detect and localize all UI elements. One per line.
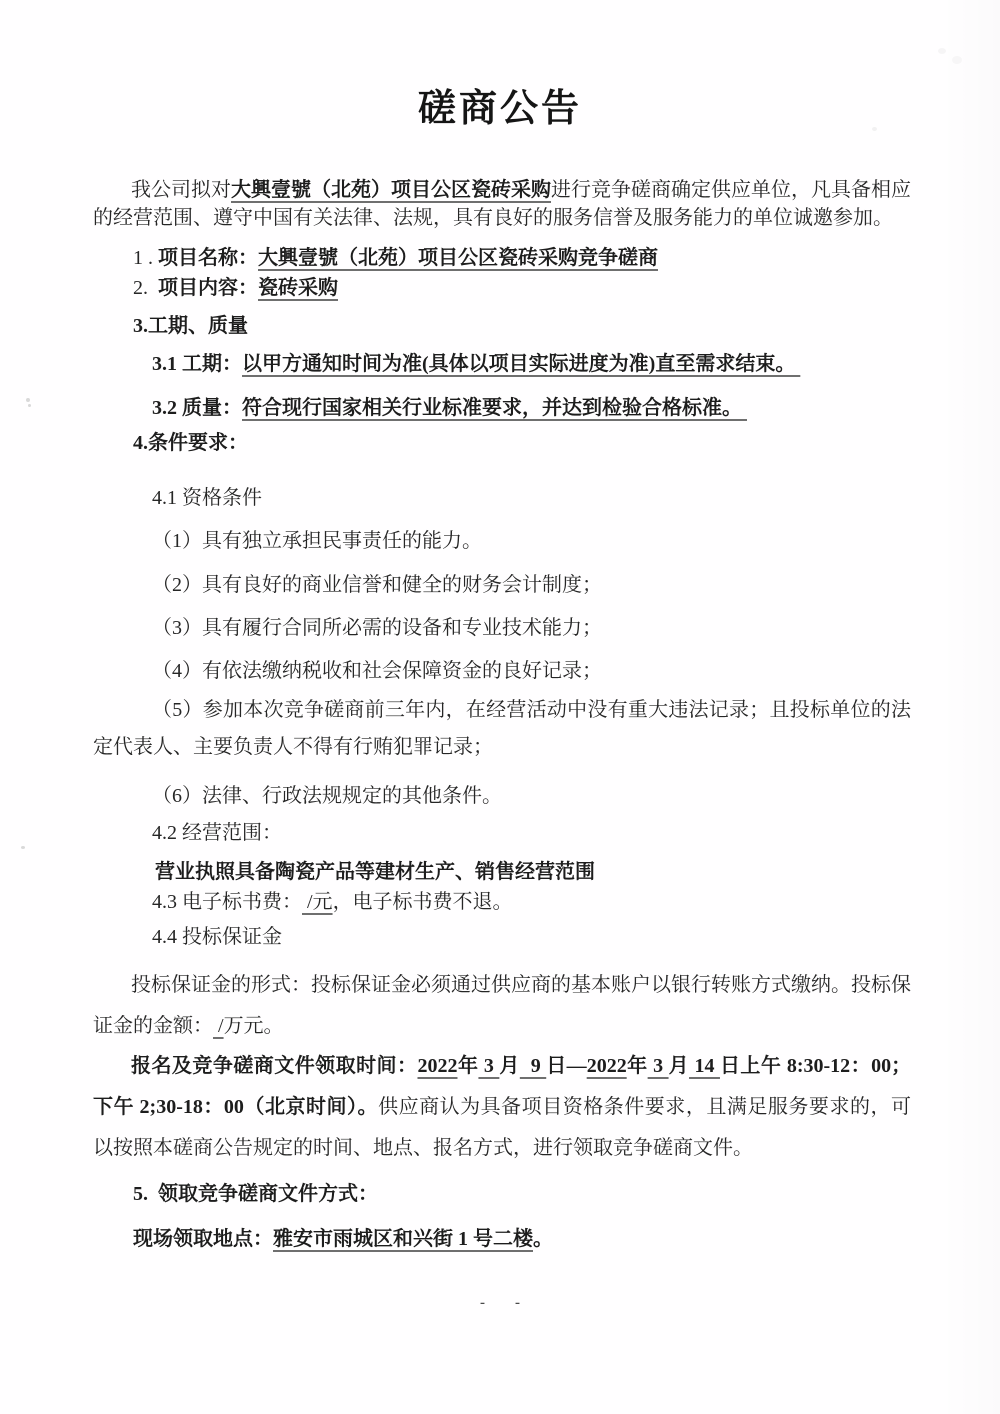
item-1-number: 1 . bbox=[133, 247, 158, 269]
item-3-1-label: 3.1 工期： bbox=[152, 353, 242, 375]
pickup-location bbox=[133, 1228, 553, 1250]
registration-sep-1: 年 bbox=[457, 1055, 479, 1077]
registration-month-1: 3 bbox=[478, 1055, 500, 1077]
item-3-2-label: 3.2 质量： bbox=[152, 397, 242, 419]
item-2-label: 项目内容： bbox=[158, 277, 258, 299]
condition-5: （5）参加本次竞争磋商前三年内，在经营活动中没有重大违法记录；且投标单位的法定代表人、主要负责人不得有行贿犯罪记录； bbox=[93, 699, 911, 758]
registration-day-1: 9 bbox=[519, 1055, 547, 1077]
scan-speck bbox=[938, 48, 946, 54]
item-4-1-heading: 4.1 资格条件 bbox=[152, 487, 262, 509]
condition-3: （3）具有履行合同所必需的设备和专业技术能力； bbox=[152, 617, 602, 639]
condition-4: （4）有依法缴纳税收和社会保障资金的良好记录； bbox=[152, 660, 602, 682]
registration-sep-5: 月 bbox=[668, 1055, 690, 1077]
item-3-2-quality bbox=[152, 397, 747, 419]
scan-speck bbox=[952, 56, 962, 64]
page-title: 磋商公告 bbox=[417, 88, 582, 130]
condition-1: （1）具有独立承担民事责任的能力。 bbox=[152, 530, 482, 552]
footer-dash-right: - bbox=[515, 1295, 520, 1311]
item-4-4-heading: 4.4 投标保证金 bbox=[152, 926, 282, 948]
item-1-label: 项目名称： bbox=[158, 247, 258, 269]
item-4-3-rest: ，电子标书费不退。 bbox=[332, 891, 513, 913]
item-3-2-value: 符合现行国家相关行业标准要求，并达到检验合格标准。 bbox=[242, 397, 747, 419]
intro-lead: 我公司拟对 bbox=[131, 179, 231, 201]
item-3-1-duration bbox=[152, 353, 800, 375]
registration-sep-2: 月 bbox=[499, 1055, 520, 1077]
registration-time: 日上午 8:30-12：00；下午 2;30-18：00（北京时间）。 bbox=[93, 1055, 912, 1118]
business-scope: 营业执照具备陶瓷产品等建材生产、销售经营范围 bbox=[155, 861, 595, 883]
item-4-3-label: 4.3 电子标书费： bbox=[152, 891, 302, 913]
intro-project-name: 大興壹號（北苑）项目公区瓷砖采购 bbox=[231, 179, 551, 201]
registration-sep-3: 日— bbox=[546, 1055, 587, 1077]
item-5-heading: 5. 领取竞争磋商文件方式： bbox=[133, 1183, 378, 1205]
scan-speck bbox=[21, 846, 25, 849]
item-3-heading: 3.工期、质量 bbox=[133, 315, 248, 337]
item-4-3-doc-fee bbox=[152, 891, 513, 913]
registration-paragraph bbox=[93, 1046, 911, 1169]
item-4-3-blank: /元 bbox=[302, 891, 333, 913]
pickup-label: 现场领取地点： bbox=[133, 1228, 273, 1250]
item-2-number: 2. bbox=[133, 277, 158, 299]
item-1-project-name bbox=[133, 247, 658, 269]
condition-2: （2）具有良好的商业信誉和健全的财务会计制度； bbox=[152, 574, 602, 596]
item-2-project-content bbox=[133, 277, 338, 299]
registration-year-1: 2022 bbox=[417, 1055, 458, 1077]
item-4-2-heading: 4.2 经营范围： bbox=[152, 822, 282, 844]
page-footer bbox=[0, 1295, 1000, 1312]
scan-speck bbox=[872, 127, 877, 131]
pickup-period: 。 bbox=[533, 1228, 553, 1250]
item-2-value: 瓷砖采购 bbox=[258, 277, 338, 299]
registration-label: 报名及竞争磋商文件领取时间： bbox=[131, 1055, 418, 1077]
item-4-heading: 4.条件要求： bbox=[133, 432, 248, 454]
item-3-1-value: 以甲方通知时间为准(具体以项目实际进度为准)直至需求结束。 bbox=[242, 353, 801, 375]
scan-speck bbox=[28, 404, 31, 407]
deposit-tail: 万元。 bbox=[223, 1015, 284, 1037]
registration-sep-4: 年 bbox=[626, 1055, 648, 1077]
deposit-paragraph bbox=[93, 965, 911, 1047]
scan-speck bbox=[26, 398, 30, 402]
registration-day-2: 14 bbox=[689, 1055, 720, 1077]
registration-tail: 供应商认为具备项目资格条件要求，且满足服务要求的，可以按照本磋商公告规定的时间、地点、报名方式，进行领取竞争磋商文件。 bbox=[93, 1096, 912, 1159]
registration-year-2: 2022 bbox=[586, 1055, 627, 1077]
intro-paragraph bbox=[93, 176, 911, 232]
intro-rest: 进行竞争磋商确定供应单位，凡具备相应的经营范围、遵守中国有关法律、法规，具有良好的服务信誉及服务能力的单位诚邀参加。 bbox=[93, 179, 911, 229]
footer-dash-left: - bbox=[480, 1295, 485, 1311]
registration-month-2: 3 bbox=[647, 1055, 669, 1077]
deposit-lead: 投标保证金的形式：投标保证金必须通过供应商的基本账户以银行转账方式缴纳。投标保证金的金额： bbox=[93, 974, 911, 1037]
item-1-value: 大興壹號（北苑）项目公区瓷砖采购竞争磋商 bbox=[258, 247, 658, 269]
condition-6: （6）法律、行政法规规定的其他条件。 bbox=[152, 785, 502, 807]
deposit-blank: / bbox=[213, 1015, 224, 1037]
pickup-value: 雅安市雨城区和兴街 1 号二楼 bbox=[273, 1228, 533, 1250]
